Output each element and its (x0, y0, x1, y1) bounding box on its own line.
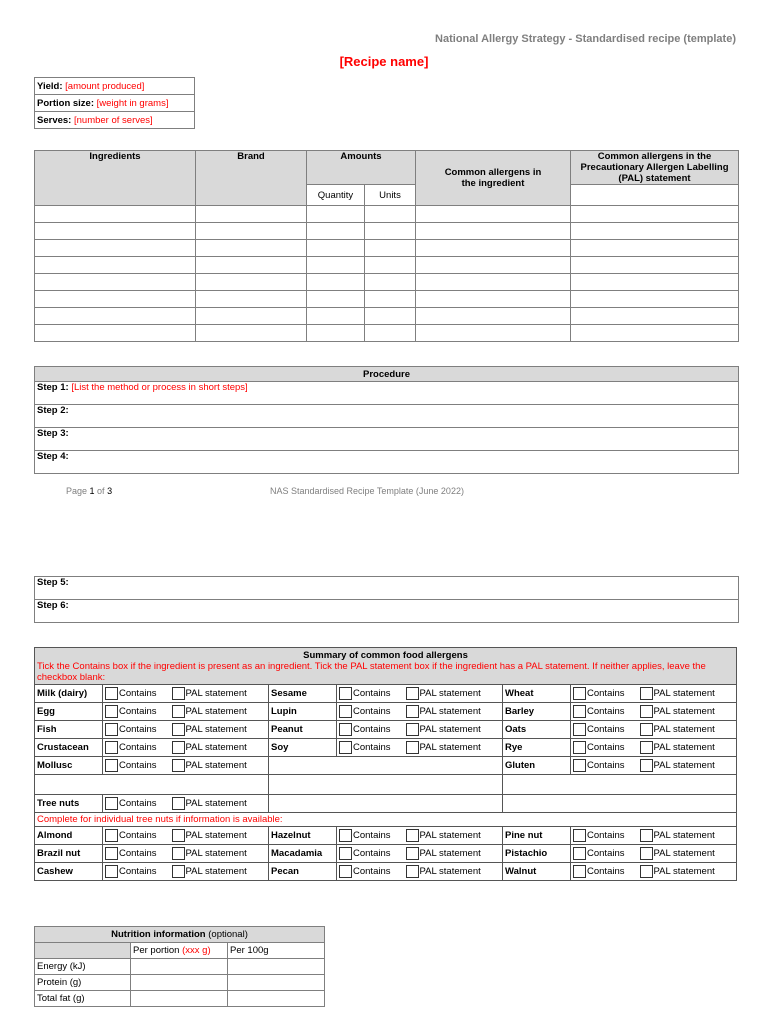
step-1-cell[interactable] (35, 382, 739, 405)
ingredient-row[interactable] (35, 257, 739, 274)
contains-label: Contains (353, 724, 391, 735)
contains-label: Contains (119, 706, 157, 717)
allergen-label: Pine nut (503, 827, 571, 845)
pal-checkbox[interactable] (640, 847, 653, 860)
contains-label: Contains (353, 830, 391, 841)
allergen-label: Peanut (269, 721, 337, 739)
contains-label: Contains (119, 724, 157, 735)
allergen-label: Fish (35, 721, 103, 739)
allergen-label: Barley (503, 703, 571, 721)
serves-cell[interactable] (35, 112, 195, 129)
procedure-header: Procedure (35, 367, 739, 382)
allergen-options (337, 685, 503, 703)
allergen-options (103, 827, 269, 845)
per-portion-header (131, 943, 228, 959)
pal-checkbox[interactable] (406, 847, 419, 860)
nutrition-optional: (optional) (205, 929, 248, 940)
pal-label: PAL statement (653, 866, 715, 877)
allergen-label: Milk (dairy) (35, 685, 103, 703)
pal-checkbox[interactable] (172, 741, 185, 754)
step-1-label: Step 1: (37, 382, 69, 393)
page-of: of (94, 486, 108, 496)
brand-header: Brand (196, 151, 307, 206)
pal-checkbox[interactable] (406, 865, 419, 878)
pal-checkbox[interactable] (172, 847, 185, 860)
allergen-label: Hazelnut (269, 827, 337, 845)
contains-checkbox[interactable] (573, 741, 586, 754)
allergen-label: Almond (35, 827, 103, 845)
ingredients-table (34, 150, 739, 342)
contains-checkbox[interactable] (339, 687, 352, 700)
step-5-label: Step 5: (37, 577, 69, 588)
allergen-options (337, 845, 503, 863)
allergen-summary-header (35, 648, 737, 685)
empty-cell (269, 757, 503, 775)
procedure-table (34, 366, 739, 474)
step-4-cell[interactable] (35, 451, 739, 474)
pal-checkbox[interactable] (172, 865, 185, 878)
document-header: National Allergy Strategy - Standardised recipe (template) (435, 33, 736, 45)
allergen-row (35, 845, 737, 863)
contains-checkbox[interactable] (105, 723, 118, 736)
pal-subheader-blank (571, 185, 739, 206)
pal-checkbox[interactable] (172, 705, 185, 718)
pal-label: PAL statement (419, 742, 481, 753)
contains-checkbox[interactable] (573, 759, 586, 772)
allergen-summary-instructions: Tick the Contains box if the ingredient is present as an ingredient. Tick the PAL statement box if the ingredient has a PAL statement. If neither applies, leave the checkbox blank: (37, 661, 706, 683)
per-100g-header: Per 100g (228, 943, 325, 959)
allergen-options (103, 845, 269, 863)
step-3-label: Step 3: (37, 428, 69, 439)
page-total: 3 (107, 486, 113, 496)
nutrition-row[interactable] (35, 975, 325, 991)
page-prefix: Page (66, 486, 90, 496)
nutrition-row-label: Protein (g) (35, 975, 131, 991)
pal-checkbox[interactable] (640, 865, 653, 878)
yield-value: [amount produced] (65, 80, 145, 92)
contains-label: Contains (353, 706, 391, 717)
contains-label: Contains (119, 830, 157, 841)
allergen-options (571, 863, 737, 881)
pal-label: PAL statement (185, 760, 247, 771)
contains-label: Contains (353, 848, 391, 859)
contains-label: Contains (119, 798, 157, 809)
pal-label: PAL statement (653, 830, 715, 841)
contains-checkbox[interactable] (105, 741, 118, 754)
allergen-label: Mollusc (35, 757, 103, 775)
pal-label: PAL statement (653, 848, 715, 859)
pal-label: PAL statement (185, 724, 247, 735)
step-5-cell[interactable] (35, 577, 739, 600)
contains-checkbox[interactable] (105, 797, 118, 810)
allergen-label: Pistachio (503, 845, 571, 863)
allergen-options (103, 739, 269, 757)
nutrition-header (35, 927, 325, 943)
contains-checkbox[interactable] (105, 687, 118, 700)
allergen-label: Sesame (269, 685, 337, 703)
contains-label: Contains (119, 760, 157, 771)
allergen-row (35, 863, 737, 881)
contains-checkbox[interactable] (573, 687, 586, 700)
pal-label: PAL statement (185, 742, 247, 753)
pal-label: PAL statement (653, 706, 715, 717)
step-3-cell[interactable] (35, 428, 739, 451)
recipe-meta-table (34, 77, 195, 129)
portion-size-label: Portion size: (37, 97, 95, 109)
pal-label: PAL statement (419, 724, 481, 735)
pal-checkbox[interactable] (640, 829, 653, 842)
contains-label: Contains (119, 848, 157, 859)
pal-label: PAL statement (185, 830, 247, 841)
pal-label: PAL statement (653, 760, 715, 771)
contains-checkbox[interactable] (573, 865, 586, 878)
contains-checkbox[interactable] (339, 865, 352, 878)
pal-checkbox[interactable] (406, 705, 419, 718)
allergen-row (35, 685, 737, 703)
nutrition-row-label: Total fat (g) (35, 991, 131, 1007)
allergen-label: Lupin (269, 703, 337, 721)
pal-label: PAL statement (419, 848, 481, 859)
pal-label: PAL statement (419, 688, 481, 699)
allergen-row (35, 795, 737, 813)
common-allergens-header-text: Common allergens in the ingredient (444, 167, 542, 189)
pal-checkbox[interactable] (172, 797, 185, 810)
allergen-label: Gluten (503, 757, 571, 775)
quantity-header: Quantity (307, 185, 365, 206)
contains-label: Contains (119, 688, 157, 699)
page-number (66, 486, 112, 496)
contains-label: Contains (587, 760, 625, 771)
allergen-options (571, 685, 737, 703)
allergen-label: Crustacean (35, 739, 103, 757)
allergen-summary-title: Summary of common food allergens (303, 650, 468, 661)
contains-checkbox[interactable] (105, 865, 118, 878)
contains-label: Contains (587, 742, 625, 753)
contains-checkbox[interactable] (105, 705, 118, 718)
pal-label: PAL statement (185, 706, 247, 717)
common-allergens-header (416, 151, 571, 206)
contains-checkbox[interactable] (105, 829, 118, 842)
ingredient-row[interactable] (35, 291, 739, 308)
allergen-label: Oats (503, 721, 571, 739)
pal-checkbox[interactable] (406, 829, 419, 842)
serves-label: Serves: (37, 114, 72, 126)
allergen-options (103, 795, 269, 813)
yield-label: Yield: (37, 80, 63, 92)
allergen-options (337, 721, 503, 739)
allergen-options (337, 827, 503, 845)
contains-checkbox[interactable] (573, 705, 586, 718)
allergen-summary-table (34, 647, 737, 881)
pal-label: PAL statement (419, 706, 481, 717)
allergen-options (571, 827, 737, 845)
allergen-row (35, 757, 737, 775)
contains-label: Contains (353, 688, 391, 699)
pal-label: PAL statement (185, 866, 247, 877)
ingredient-row[interactable] (35, 308, 739, 325)
step-2-cell[interactable] (35, 405, 739, 428)
contains-label: Contains (353, 866, 391, 877)
pal-checkbox[interactable] (640, 687, 653, 700)
allergen-options (571, 739, 737, 757)
allergen-row (35, 721, 737, 739)
contains-checkbox[interactable] (339, 847, 352, 860)
allergen-options (103, 703, 269, 721)
allergen-options (337, 703, 503, 721)
contains-label: Contains (587, 866, 625, 877)
contains-label: Contains (587, 848, 625, 859)
allergen-label: Cashew (35, 863, 103, 881)
contains-label: Contains (119, 866, 157, 877)
contains-label: Contains (587, 830, 625, 841)
allergen-options (103, 685, 269, 703)
nutrition-table (34, 926, 325, 1007)
ingredient-row[interactable] (35, 325, 739, 342)
per-portion-unit: (xxx g) (182, 945, 211, 956)
allergen-row (35, 827, 737, 845)
allergen-options (337, 863, 503, 881)
pal-checkbox[interactable] (172, 687, 185, 700)
contains-label: Contains (587, 706, 625, 717)
pal-checkbox[interactable] (406, 741, 419, 754)
contains-checkbox[interactable] (105, 759, 118, 772)
contains-checkbox[interactable] (339, 723, 352, 736)
nutrition-title: Nutrition information (111, 929, 206, 940)
allergen-label: Tree nuts (35, 795, 103, 813)
allergen-blank-row (35, 775, 737, 795)
page-num: 1 (89, 486, 95, 496)
footer-doc-title: NAS Standardised Recipe Template (June 2022) (270, 486, 464, 496)
ingredient-row[interactable] (35, 223, 739, 240)
pal-label: PAL statement (653, 742, 715, 753)
ingredient-row[interactable] (35, 274, 739, 291)
allergen-options (571, 845, 737, 863)
pal-label: PAL statement (419, 866, 481, 877)
step-4-label: Step 4: (37, 451, 69, 462)
ingredients-header: Ingredients (35, 151, 196, 206)
serves-value: [number of serves] (73, 114, 153, 126)
allergen-options (103, 863, 269, 881)
allergen-options (103, 721, 269, 739)
pal-label: PAL statement (653, 724, 715, 735)
recipe-title: [Recipe name] (339, 54, 429, 69)
allergen-row (35, 703, 737, 721)
contains-label: Contains (353, 742, 391, 753)
yield-cell[interactable] (35, 78, 195, 95)
step-1-text: [List the method or process in short steps] (71, 382, 248, 393)
step-6-cell[interactable] (35, 600, 739, 623)
contains-checkbox[interactable] (105, 847, 118, 860)
ingredient-row[interactable] (35, 206, 739, 223)
contains-checkbox[interactable] (339, 829, 352, 842)
contains-label: Contains (587, 688, 625, 699)
contains-label: Contains (119, 742, 157, 753)
contains-label: Contains (587, 724, 625, 735)
portion-size-cell[interactable] (35, 95, 195, 112)
portion-size-value: [weight in grams] (96, 97, 169, 109)
per-portion-label: Per portion (133, 945, 183, 956)
nutrition-row[interactable] (35, 959, 325, 975)
pal-checkbox[interactable] (640, 741, 653, 754)
contains-checkbox[interactable] (573, 829, 586, 842)
allergen-label: Wheat (503, 685, 571, 703)
nutrition-row-label: Energy (kJ) (35, 959, 131, 975)
contains-checkbox[interactable] (573, 847, 586, 860)
units-header: Units (365, 185, 416, 206)
pal-checkbox[interactable] (640, 759, 653, 772)
pal-checkbox[interactable] (406, 687, 419, 700)
tree-nuts-note: Complete for individual tree nuts if information is available: (35, 813, 737, 827)
nutrition-row[interactable] (35, 991, 325, 1007)
contains-checkbox[interactable] (339, 741, 352, 754)
allergen-row (35, 739, 737, 757)
pal-checkbox[interactable] (640, 705, 653, 718)
pal-label: PAL statement (185, 848, 247, 859)
contains-checkbox[interactable] (339, 705, 352, 718)
pal-label: PAL statement (653, 688, 715, 699)
allergen-label: Rye (503, 739, 571, 757)
allergen-options (103, 757, 269, 775)
nutrition-blank-header (35, 943, 131, 959)
contains-checkbox[interactable] (573, 723, 586, 736)
pal-label: PAL statement (185, 798, 247, 809)
allergen-options (571, 703, 737, 721)
allergen-options (337, 739, 503, 757)
ingredient-row[interactable] (35, 240, 739, 257)
allergen-label: Soy (269, 739, 337, 757)
pal-checkbox[interactable] (640, 723, 653, 736)
allergen-label: Walnut (503, 863, 571, 881)
allergen-label: Egg (35, 703, 103, 721)
step-2-label: Step 2: (37, 405, 69, 416)
pal-checkbox[interactable] (172, 759, 185, 772)
allergen-options (571, 757, 737, 775)
allergen-label: Brazil nut (35, 845, 103, 863)
allergen-label: Pecan (269, 863, 337, 881)
pal-label: PAL statement (185, 688, 247, 699)
pal-checkbox[interactable] (406, 723, 419, 736)
procedure-continued-table (34, 576, 739, 623)
amounts-header: Amounts (307, 151, 416, 185)
step-6-label: Step 6: (37, 600, 69, 611)
pal-allergens-header: Common allergens in the Precautionary Allergen Labelling (PAL) statement (571, 151, 739, 185)
pal-label: PAL statement (419, 830, 481, 841)
allergen-label: Macadamia (269, 845, 337, 863)
allergen-options (571, 721, 737, 739)
pal-checkbox[interactable] (172, 723, 185, 736)
pal-checkbox[interactable] (172, 829, 185, 842)
